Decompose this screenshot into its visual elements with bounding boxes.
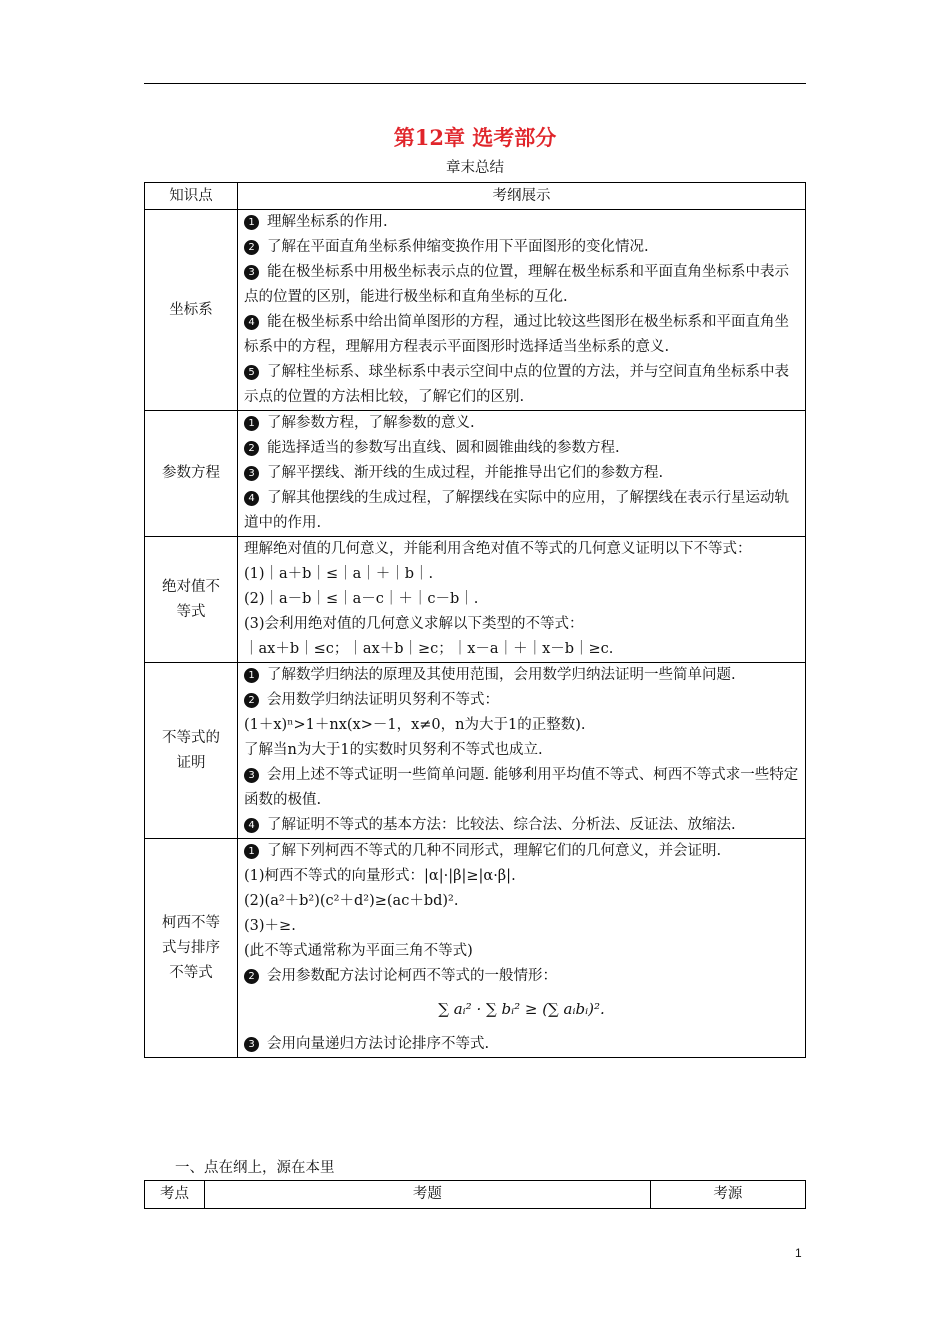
syllabus-item: [244, 537, 799, 562]
topic-cell: [145, 663, 238, 839]
item-number-badge: 4: [244, 491, 259, 506]
item-text: 理解绝对值的几何意义，并能利用含绝对值不等式的几何意义证明以下不等式：: [244, 541, 752, 557]
syllabus-cell: [238, 839, 806, 1058]
item-text: 了解证明不等式的基本方法：比较法、综合法、分析法、反证法、放缩法.: [267, 817, 736, 833]
item-text: (2)(a²＋b²)(c²＋d²)≥(ac＋bd)².: [244, 893, 459, 909]
syllabus-item: [244, 587, 799, 612]
item-number-badge: 1: [244, 215, 259, 230]
exam-source-table: [144, 1180, 806, 1209]
syllabus-item: [244, 310, 799, 360]
syllabus-header-row: [145, 183, 806, 210]
topic-cell: [145, 210, 238, 411]
item-text: (1)柯西不等式的向量形式：|α|·|β|≥|α·β|.: [244, 868, 516, 884]
syllabus-item: [244, 763, 799, 813]
item-number-badge: 2: [244, 441, 259, 456]
topic-cell: [145, 537, 238, 663]
item-text: 了解其他摆线的生成过程，了解摆线在实际中的应用，了解摆线在表示行星运动轨道中的作用.: [244, 490, 789, 531]
item-text: (1)｜a＋b｜≤｜a｜＋｜b｜.: [244, 566, 434, 582]
item-number-badge: 3: [244, 265, 259, 280]
topic-label: 不等式的 证明: [162, 729, 220, 771]
item-text: 理解坐标系的作用.: [267, 214, 388, 230]
syllabus-cell: [238, 210, 806, 411]
syllabus-item: [244, 663, 799, 688]
syllabus-item: [244, 1032, 799, 1057]
syllabus-item: [244, 461, 799, 486]
item-text: 会用向量递归方法讨论排序不等式.: [267, 1036, 490, 1052]
item-text: ｜ax＋b｜≤c；｜ax＋b｜≥c；｜x－a｜＋｜x－b｜≥c.: [244, 641, 614, 657]
item-number-badge: 2: [244, 693, 259, 708]
topic-label: 柯西不等 式与排序 不等式: [162, 914, 220, 981]
syllabus-item: [244, 260, 799, 310]
chapter-title: 第12章 选考部分: [393, 125, 557, 150]
syllabus-row: [145, 537, 806, 663]
topic-label: 参数方程: [162, 465, 220, 481]
syllabus-item: [244, 713, 799, 738]
item-number-badge: 3: [244, 466, 259, 481]
syllabus-item: [244, 939, 799, 964]
item-number-badge: 1: [244, 844, 259, 859]
syllabus-item: [244, 738, 799, 763]
syllabus-row: [145, 663, 806, 839]
syllabus-item: [244, 964, 799, 989]
item-number-badge: 3: [244, 1037, 259, 1052]
syllabus-item: [244, 436, 799, 461]
syllabus-item: [244, 914, 799, 939]
syllabus-item: [244, 813, 799, 838]
item-number-badge: 3: [244, 768, 259, 783]
item-text: 了解平摆线、渐开线的生成过程，并能推导出它们的参数方程.: [267, 465, 664, 481]
item-text: 能在极坐标系中用极坐标表示点的位置，理解在极坐标系和平面直角坐标系中表示点的位置的区别，能进行极坐标和直角坐标的互化.: [244, 264, 789, 305]
item-text: 了解当n为大于1的实数时贝努利不等式也成立.: [244, 742, 543, 758]
item-number-badge: 4: [244, 818, 259, 833]
header-syllabus: 考纲展示: [238, 183, 806, 210]
syllabus-item: [244, 360, 799, 410]
item-number-badge: 4: [244, 315, 259, 330]
header-point: 考点: [145, 1181, 205, 1209]
item-text: 会用数学归纳法证明贝努利不等式：: [267, 692, 499, 708]
cauchy-general-formula: ∑ aᵢ² · ∑ bᵢ² ≥ (∑ aᵢbᵢ)².: [438, 1000, 605, 1018]
item-text: (3)会利用绝对值的几何意义求解以下类型的不等式：: [244, 616, 584, 632]
item-number-badge: 1: [244, 416, 259, 431]
item-text: (此不等式通常称为平面三角不等式): [244, 943, 473, 959]
item-number-badge: 2: [244, 240, 259, 255]
item-text: 了解在平面直角坐标系伸缩变换作用下平面图形的变化情况.: [267, 239, 649, 255]
syllabus-cell: [238, 537, 806, 663]
syllabus-cell: [238, 411, 806, 537]
header-question: 考题: [205, 1181, 651, 1209]
item-text: 会用参数配方法讨论柯西不等式的一般情形：: [267, 968, 557, 984]
item-text: 会用上述不等式证明一些简单问题. 能够利用平均值不等式、柯西不等式求一些特定函数的极值.: [244, 767, 799, 808]
topic-label: 绝对值不 等式: [162, 578, 220, 620]
chapter-subtitle: 章末总结: [446, 160, 504, 176]
item-text: (1＋x)ⁿ>1＋nx(x>－1，x≠0，n为大于1的正整数).: [244, 717, 586, 733]
item-number-badge: 2: [244, 969, 259, 984]
syllabus-item: [244, 688, 799, 713]
syllabus-row: [145, 411, 806, 537]
item-text: 了解柱坐标系、球坐标系中表示空间中点的位置的方法，并与空间直角坐标系中表示点的位置的方法相比较，了解它们的区别.: [244, 364, 789, 405]
topic-cell: [145, 839, 238, 1058]
item-text: (2)｜a－b｜≤｜a－c｜＋｜c－b｜.: [244, 591, 479, 607]
syllabus-item: [244, 637, 799, 662]
syllabus-row: [145, 839, 806, 1058]
item-text: 能在极坐标系中给出简单图形的方程，通过比较这些图形在极坐标系和平面直角坐标系中的方程，理解用方程表示平面图形时选择适当坐标系的意义.: [244, 314, 789, 355]
syllabus-cell: [238, 663, 806, 839]
section-heading: 一、点在纲上，源在本里: [175, 1160, 335, 1176]
item-number-badge: 1: [244, 668, 259, 683]
item-text: 了解下列柯西不等式的几种不同形式，理解它们的几何意义，并会证明.: [267, 843, 722, 859]
syllabus-item: [244, 839, 799, 864]
syllabus-item: [244, 235, 799, 260]
header-topic: 知识点: [145, 183, 238, 210]
topic-cell: [145, 411, 238, 537]
item-text: 了解数学归纳法的原理及其使用范围，会用数学归纳法证明一些简单问题.: [267, 667, 736, 683]
header-rule: [144, 83, 806, 84]
syllabus-item: [244, 411, 799, 436]
syllabus-item: [244, 864, 799, 889]
syllabus-item: [244, 210, 799, 235]
page-number: 1: [795, 1246, 802, 1260]
topic-label: 坐标系: [169, 301, 213, 318]
header-source: 考源: [650, 1181, 805, 1209]
syllabus-item: [244, 562, 799, 587]
item-number-badge: 5: [244, 365, 259, 380]
item-text: (3)＋≥.: [244, 918, 296, 934]
exam-source-header-row: [145, 1181, 806, 1209]
item-text: 了解参数方程，了解参数的意义.: [267, 415, 475, 431]
syllabus-item: [244, 486, 799, 536]
syllabus-item: [244, 612, 799, 637]
syllabus-item: [244, 889, 799, 914]
item-text: 能选择适当的参数写出直线、圆和圆锥曲线的参数方程.: [267, 440, 620, 456]
syllabus-row: [145, 210, 806, 411]
syllabus-table: [144, 182, 806, 1058]
